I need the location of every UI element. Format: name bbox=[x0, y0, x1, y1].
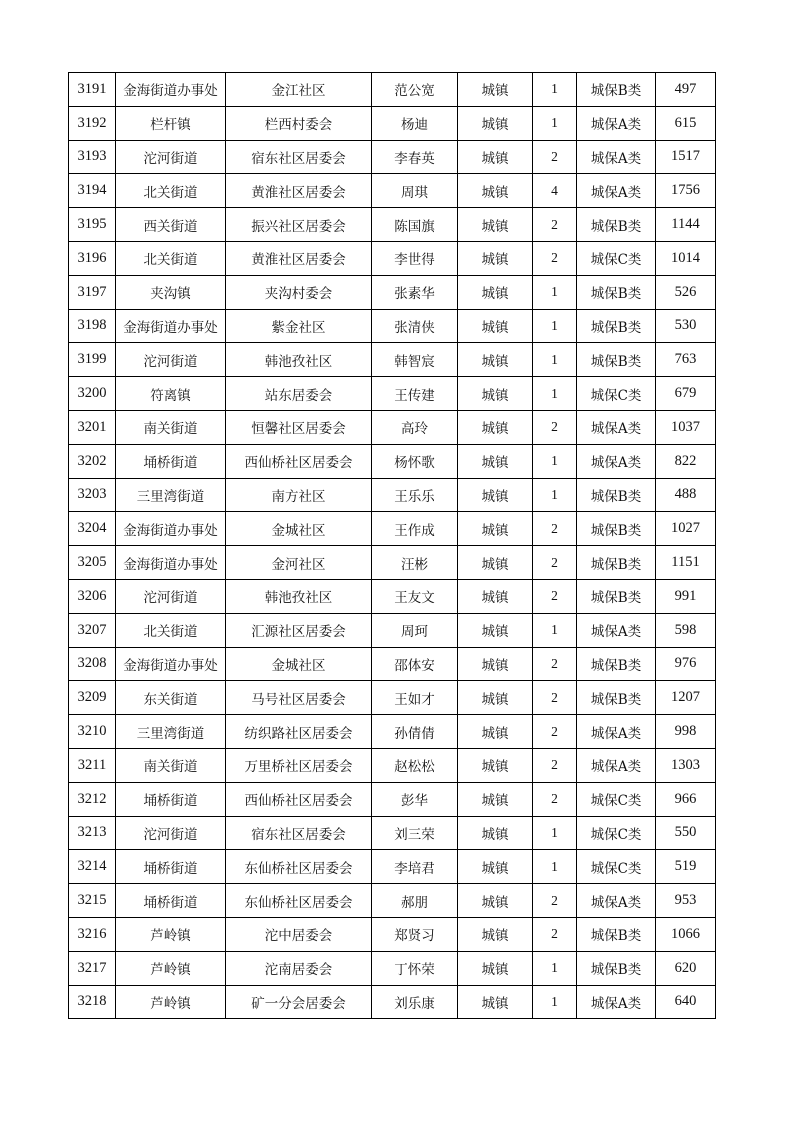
table-row bbox=[69, 951, 716, 985]
cell-type: 城镇 bbox=[458, 512, 533, 546]
cell-category: 城保C类 bbox=[577, 377, 656, 411]
cell-count: 2 bbox=[533, 884, 577, 918]
cell-name: 陈国旗 bbox=[372, 208, 458, 242]
cell-id: 3197 bbox=[69, 275, 116, 309]
cell-community: 汇源社区居委会 bbox=[226, 613, 372, 647]
cell-category: 城保B类 bbox=[577, 343, 656, 377]
cell-community: 西仙桥社区居委会 bbox=[226, 444, 372, 478]
cell-amount: 598 bbox=[656, 613, 716, 647]
cell-name: 范公宽 bbox=[372, 73, 458, 107]
cell-type: 城镇 bbox=[458, 850, 533, 884]
cell-community: 金江社区 bbox=[226, 73, 372, 107]
cell-name: 高玲 bbox=[372, 410, 458, 444]
cell-community: 宿东社区居委会 bbox=[226, 816, 372, 850]
cell-id: 3203 bbox=[69, 478, 116, 512]
cell-community: 万里桥社区居委会 bbox=[226, 748, 372, 782]
cell-id: 3202 bbox=[69, 444, 116, 478]
cell-community: 韩池孜社区 bbox=[226, 579, 372, 613]
cell-id: 3198 bbox=[69, 309, 116, 343]
cell-category: 城保A类 bbox=[577, 174, 656, 208]
table-row bbox=[69, 410, 716, 444]
cell-type: 城镇 bbox=[458, 816, 533, 850]
cell-category: 城保A类 bbox=[577, 410, 656, 444]
table-row bbox=[69, 343, 716, 377]
cell-amount: 526 bbox=[656, 275, 716, 309]
cell-name: 彭华 bbox=[372, 782, 458, 816]
cell-community: 马号社区居委会 bbox=[226, 681, 372, 715]
cell-id: 3208 bbox=[69, 647, 116, 681]
cell-category: 城保B类 bbox=[577, 579, 656, 613]
cell-id: 3217 bbox=[69, 951, 116, 985]
cell-street: 栏杆镇 bbox=[116, 106, 226, 140]
cell-name: 张素华 bbox=[372, 275, 458, 309]
table-row bbox=[69, 748, 716, 782]
cell-community: 宿东社区居委会 bbox=[226, 140, 372, 174]
table-row bbox=[69, 816, 716, 850]
cell-count: 1 bbox=[533, 106, 577, 140]
cell-id: 3200 bbox=[69, 377, 116, 411]
cell-name: 刘三荣 bbox=[372, 816, 458, 850]
cell-name: 王乐乐 bbox=[372, 478, 458, 512]
cell-community: 金河社区 bbox=[226, 546, 372, 580]
cell-street: 金海街道办事处 bbox=[116, 546, 226, 580]
cell-type: 城镇 bbox=[458, 275, 533, 309]
cell-name: 李培君 bbox=[372, 850, 458, 884]
cell-name: 韩智宸 bbox=[372, 343, 458, 377]
table-row bbox=[69, 884, 716, 918]
table-row bbox=[69, 613, 716, 647]
cell-category: 城保B类 bbox=[577, 512, 656, 546]
cell-community: 站东居委会 bbox=[226, 377, 372, 411]
cell-count: 2 bbox=[533, 410, 577, 444]
cell-id: 3192 bbox=[69, 106, 116, 140]
table-row bbox=[69, 850, 716, 884]
cell-category: 城保A类 bbox=[577, 748, 656, 782]
table-row bbox=[69, 782, 716, 816]
cell-community: 西仙桥社区居委会 bbox=[226, 782, 372, 816]
cell-id: 3206 bbox=[69, 579, 116, 613]
cell-amount: 550 bbox=[656, 816, 716, 850]
cell-community: 栏西村委会 bbox=[226, 106, 372, 140]
cell-street: 埇桥街道 bbox=[116, 444, 226, 478]
cell-count: 2 bbox=[533, 647, 577, 681]
cell-community: 黄淮社区居委会 bbox=[226, 174, 372, 208]
cell-type: 城镇 bbox=[458, 748, 533, 782]
cell-category: 城保C类 bbox=[577, 782, 656, 816]
cell-street: 芦岭镇 bbox=[116, 951, 226, 985]
cell-category: 城保A类 bbox=[577, 613, 656, 647]
cell-type: 城镇 bbox=[458, 410, 533, 444]
cell-id: 3213 bbox=[69, 816, 116, 850]
cell-id: 3218 bbox=[69, 985, 116, 1019]
cell-street: 南关街道 bbox=[116, 748, 226, 782]
table-row bbox=[69, 647, 716, 681]
cell-count: 2 bbox=[533, 917, 577, 951]
cell-type: 城镇 bbox=[458, 647, 533, 681]
cell-type: 城镇 bbox=[458, 546, 533, 580]
cell-type: 城镇 bbox=[458, 951, 533, 985]
cell-id: 3216 bbox=[69, 917, 116, 951]
cell-name: 张清侠 bbox=[372, 309, 458, 343]
cell-name: 周珂 bbox=[372, 613, 458, 647]
cell-category: 城保A类 bbox=[577, 140, 656, 174]
cell-amount: 519 bbox=[656, 850, 716, 884]
cell-name: 汪彬 bbox=[372, 546, 458, 580]
cell-id: 3215 bbox=[69, 884, 116, 918]
cell-id: 3199 bbox=[69, 343, 116, 377]
cell-street: 北关街道 bbox=[116, 241, 226, 275]
cell-count: 1 bbox=[533, 343, 577, 377]
cell-type: 城镇 bbox=[458, 309, 533, 343]
cell-category: 城保A类 bbox=[577, 884, 656, 918]
cell-amount: 822 bbox=[656, 444, 716, 478]
cell-amount: 640 bbox=[656, 985, 716, 1019]
cell-street: 金海街道办事处 bbox=[116, 73, 226, 107]
cell-street: 埇桥街道 bbox=[116, 850, 226, 884]
cell-community: 紫金社区 bbox=[226, 309, 372, 343]
cell-category: 城保A类 bbox=[577, 444, 656, 478]
cell-amount: 1066 bbox=[656, 917, 716, 951]
cell-type: 城镇 bbox=[458, 917, 533, 951]
cell-count: 2 bbox=[533, 579, 577, 613]
cell-amount: 1027 bbox=[656, 512, 716, 546]
cell-street: 沱河街道 bbox=[116, 343, 226, 377]
table-row bbox=[69, 512, 716, 546]
cell-street: 三里湾街道 bbox=[116, 715, 226, 749]
cell-community: 振兴社区居委会 bbox=[226, 208, 372, 242]
cell-amount: 1037 bbox=[656, 410, 716, 444]
cell-amount: 1303 bbox=[656, 748, 716, 782]
cell-name: 郝朋 bbox=[372, 884, 458, 918]
cell-id: 3212 bbox=[69, 782, 116, 816]
table-row bbox=[69, 985, 716, 1019]
cell-count: 1 bbox=[533, 73, 577, 107]
cell-street: 沱河街道 bbox=[116, 816, 226, 850]
cell-street: 金海街道办事处 bbox=[116, 512, 226, 546]
cell-category: 城保B类 bbox=[577, 951, 656, 985]
cell-type: 城镇 bbox=[458, 782, 533, 816]
cell-category: 城保B类 bbox=[577, 478, 656, 512]
cell-amount: 679 bbox=[656, 377, 716, 411]
cell-id: 3210 bbox=[69, 715, 116, 749]
cell-name: 赵松松 bbox=[372, 748, 458, 782]
cell-id: 3193 bbox=[69, 140, 116, 174]
cell-count: 1 bbox=[533, 309, 577, 343]
cell-type: 城镇 bbox=[458, 613, 533, 647]
cell-count: 1 bbox=[533, 478, 577, 512]
cell-street: 金海街道办事处 bbox=[116, 647, 226, 681]
cell-type: 城镇 bbox=[458, 343, 533, 377]
cell-category: 城保A类 bbox=[577, 106, 656, 140]
cell-category: 城保B类 bbox=[577, 208, 656, 242]
cell-count: 2 bbox=[533, 681, 577, 715]
cell-type: 城镇 bbox=[458, 73, 533, 107]
table-row bbox=[69, 546, 716, 580]
cell-count: 1 bbox=[533, 985, 577, 1019]
cell-type: 城镇 bbox=[458, 884, 533, 918]
cell-community: 韩池孜社区 bbox=[226, 343, 372, 377]
cell-community: 金城社区 bbox=[226, 647, 372, 681]
cell-id: 3204 bbox=[69, 512, 116, 546]
cell-count: 2 bbox=[533, 546, 577, 580]
cell-amount: 497 bbox=[656, 73, 716, 107]
cell-id: 3209 bbox=[69, 681, 116, 715]
cell-category: 城保B类 bbox=[577, 917, 656, 951]
cell-count: 2 bbox=[533, 782, 577, 816]
cell-id: 3195 bbox=[69, 208, 116, 242]
cell-count: 1 bbox=[533, 444, 577, 478]
cell-name: 王作成 bbox=[372, 512, 458, 546]
cell-name: 李春英 bbox=[372, 140, 458, 174]
cell-id: 3201 bbox=[69, 410, 116, 444]
cell-street: 埇桥街道 bbox=[116, 884, 226, 918]
cell-id: 3211 bbox=[69, 748, 116, 782]
table-row bbox=[69, 174, 716, 208]
cell-count: 2 bbox=[533, 208, 577, 242]
cell-type: 城镇 bbox=[458, 681, 533, 715]
table-row bbox=[69, 106, 716, 140]
cell-id: 3196 bbox=[69, 241, 116, 275]
cell-type: 城镇 bbox=[458, 140, 533, 174]
table-row bbox=[69, 309, 716, 343]
table-row bbox=[69, 579, 716, 613]
cell-count: 1 bbox=[533, 951, 577, 985]
table-row bbox=[69, 275, 716, 309]
table-row bbox=[69, 241, 716, 275]
cell-category: 城保C类 bbox=[577, 850, 656, 884]
cell-name: 丁怀荣 bbox=[372, 951, 458, 985]
cell-id: 3205 bbox=[69, 546, 116, 580]
cell-id: 3191 bbox=[69, 73, 116, 107]
cell-amount: 953 bbox=[656, 884, 716, 918]
cell-community: 纺织路社区居委会 bbox=[226, 715, 372, 749]
cell-type: 城镇 bbox=[458, 985, 533, 1019]
cell-count: 2 bbox=[533, 748, 577, 782]
cell-amount: 488 bbox=[656, 478, 716, 512]
cell-community: 南方社区 bbox=[226, 478, 372, 512]
cell-community: 东仙桥社区居委会 bbox=[226, 850, 372, 884]
cell-count: 1 bbox=[533, 613, 577, 647]
cell-category: 城保C类 bbox=[577, 241, 656, 275]
cell-name: 郑贤习 bbox=[372, 917, 458, 951]
cell-community: 矿一分会居委会 bbox=[226, 985, 372, 1019]
cell-category: 城保B类 bbox=[577, 681, 656, 715]
cell-amount: 1014 bbox=[656, 241, 716, 275]
cell-category: 城保C类 bbox=[577, 816, 656, 850]
cell-category: 城保B类 bbox=[577, 73, 656, 107]
cell-community: 黄淮社区居委会 bbox=[226, 241, 372, 275]
cell-amount: 966 bbox=[656, 782, 716, 816]
cell-community: 夹沟村委会 bbox=[226, 275, 372, 309]
table-row bbox=[69, 478, 716, 512]
cell-category: 城保B类 bbox=[577, 647, 656, 681]
cell-street: 芦岭镇 bbox=[116, 985, 226, 1019]
table-row bbox=[69, 715, 716, 749]
cell-amount: 998 bbox=[656, 715, 716, 749]
cell-name: 杨怀歌 bbox=[372, 444, 458, 478]
cell-community: 沱中居委会 bbox=[226, 917, 372, 951]
cell-street: 南关街道 bbox=[116, 410, 226, 444]
cell-street: 金海街道办事处 bbox=[116, 309, 226, 343]
cell-type: 城镇 bbox=[458, 444, 533, 478]
cell-count: 2 bbox=[533, 241, 577, 275]
cell-street: 沱河街道 bbox=[116, 579, 226, 613]
cell-amount: 1207 bbox=[656, 681, 716, 715]
cell-type: 城镇 bbox=[458, 478, 533, 512]
cell-id: 3194 bbox=[69, 174, 116, 208]
cell-name: 周琪 bbox=[372, 174, 458, 208]
cell-count: 1 bbox=[533, 816, 577, 850]
cell-type: 城镇 bbox=[458, 715, 533, 749]
records-table bbox=[68, 72, 716, 1019]
cell-amount: 620 bbox=[656, 951, 716, 985]
cell-name: 王如才 bbox=[372, 681, 458, 715]
cell-amount: 615 bbox=[656, 106, 716, 140]
cell-street: 沱河街道 bbox=[116, 140, 226, 174]
cell-id: 3214 bbox=[69, 850, 116, 884]
cell-category: 城保B类 bbox=[577, 546, 656, 580]
table-row bbox=[69, 681, 716, 715]
cell-type: 城镇 bbox=[458, 579, 533, 613]
cell-name: 刘乐康 bbox=[372, 985, 458, 1019]
table-row bbox=[69, 917, 716, 951]
cell-name: 杨迪 bbox=[372, 106, 458, 140]
cell-street: 夹沟镇 bbox=[116, 275, 226, 309]
table-row bbox=[69, 208, 716, 242]
cell-count: 1 bbox=[533, 850, 577, 884]
cell-type: 城镇 bbox=[458, 208, 533, 242]
cell-street: 西关街道 bbox=[116, 208, 226, 242]
cell-street: 芦岭镇 bbox=[116, 917, 226, 951]
cell-name: 王传建 bbox=[372, 377, 458, 411]
cell-community: 恒馨社区居委会 bbox=[226, 410, 372, 444]
cell-name: 邵体安 bbox=[372, 647, 458, 681]
cell-amount: 1151 bbox=[656, 546, 716, 580]
table-row bbox=[69, 140, 716, 174]
cell-id: 3207 bbox=[69, 613, 116, 647]
cell-count: 1 bbox=[533, 275, 577, 309]
cell-street: 三里湾街道 bbox=[116, 478, 226, 512]
cell-amount: 991 bbox=[656, 579, 716, 613]
cell-count: 2 bbox=[533, 715, 577, 749]
cell-count: 1 bbox=[533, 377, 577, 411]
cell-category: 城保B类 bbox=[577, 309, 656, 343]
cell-type: 城镇 bbox=[458, 106, 533, 140]
cell-community: 金城社区 bbox=[226, 512, 372, 546]
cell-amount: 1144 bbox=[656, 208, 716, 242]
cell-street: 埇桥街道 bbox=[116, 782, 226, 816]
cell-community: 沱南居委会 bbox=[226, 951, 372, 985]
cell-street: 东关街道 bbox=[116, 681, 226, 715]
cell-amount: 1756 bbox=[656, 174, 716, 208]
cell-type: 城镇 bbox=[458, 241, 533, 275]
cell-street: 北关街道 bbox=[116, 174, 226, 208]
cell-type: 城镇 bbox=[458, 377, 533, 411]
cell-type: 城镇 bbox=[458, 174, 533, 208]
cell-street: 北关街道 bbox=[116, 613, 226, 647]
cell-amount: 1517 bbox=[656, 140, 716, 174]
cell-category: 城保A类 bbox=[577, 715, 656, 749]
cell-name: 王友文 bbox=[372, 579, 458, 613]
cell-count: 4 bbox=[533, 174, 577, 208]
cell-name: 李世得 bbox=[372, 241, 458, 275]
table-row bbox=[69, 377, 716, 411]
table-row bbox=[69, 73, 716, 107]
cell-community: 东仙桥社区居委会 bbox=[226, 884, 372, 918]
table-row bbox=[69, 444, 716, 478]
cell-amount: 763 bbox=[656, 343, 716, 377]
cell-count: 2 bbox=[533, 512, 577, 546]
cell-name: 孙倩倩 bbox=[372, 715, 458, 749]
cell-street: 符离镇 bbox=[116, 377, 226, 411]
cell-count: 2 bbox=[533, 140, 577, 174]
cell-category: 城保B类 bbox=[577, 275, 656, 309]
records-body bbox=[69, 73, 716, 1019]
cell-category: 城保A类 bbox=[577, 985, 656, 1019]
cell-amount: 976 bbox=[656, 647, 716, 681]
cell-amount: 530 bbox=[656, 309, 716, 343]
